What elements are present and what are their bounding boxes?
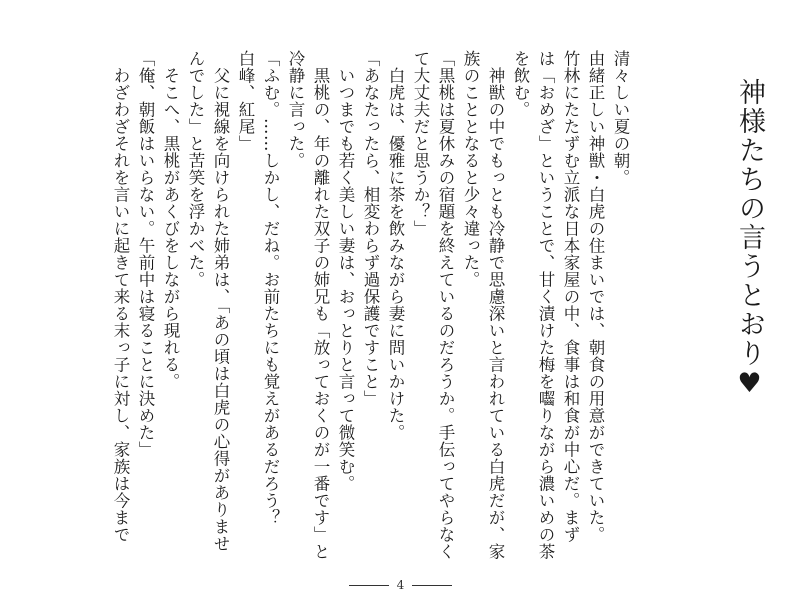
text-line: いつまでも若く美しい妻は、おっとりと言って微笑む。 bbox=[336, 50, 355, 492]
text-line: 白虎は、優雅に茶を飲みながら妻に問いかけた。 bbox=[386, 50, 405, 441]
text-line: 清々しい夏の朝。 bbox=[611, 50, 630, 186]
text-line: 由緒正しい神獣・白虎の住まいでは、朝食の用意ができていた。 bbox=[586, 50, 605, 543]
text-line: 族のこととなると少々違った。 bbox=[461, 50, 480, 288]
text-line: 冷静に言った。 bbox=[286, 50, 305, 169]
text-line: そこへ、黒桃があくびをしながら現れる。 bbox=[161, 50, 180, 390]
text-line: 「ふむ。……しかし、だね。お前たちにも覚えがあるだろう？ bbox=[261, 50, 280, 526]
text-line: 神獣の中でもっとも冷静で思慮深いと言われている白虎だが、家 bbox=[486, 50, 505, 560]
text-line: を飲む。 bbox=[511, 50, 530, 118]
page-folio bbox=[0, 578, 801, 592]
folio-rule-right bbox=[412, 585, 452, 586]
text-line: んでした」と苦笑を浮かべた。 bbox=[186, 50, 205, 288]
folio-rule-left bbox=[349, 585, 389, 586]
text-line: は「おめざ」ということで、甘く漬けた梅を囓りながら濃いめの茶 bbox=[536, 50, 555, 560]
text-line: 「黒桃は夏休みの宿題を終えているのだろうか。手伝ってやらなく bbox=[436, 50, 455, 560]
chapter-title: 神様たちの言うとおり♥ bbox=[734, 78, 765, 401]
text-line: 「俺、朝飯はいらない。午前中は寝ることに決めた」 bbox=[136, 50, 155, 458]
text-line: 父に視線を向けられた姉弟は、「あの頃は白虎の心得がありませ bbox=[211, 50, 230, 552]
text-line: 白峰、紅尾」 bbox=[236, 50, 255, 152]
text-line: わざわざそれを言いに起きて来る末っ子に対し、家族は今まで bbox=[111, 50, 130, 543]
text-line: 「あなたったら、相変わらず過保護ですこと」 bbox=[361, 50, 380, 407]
page-number: 4 bbox=[396, 578, 405, 592]
text-line: て大丈夫だと思うか？」 bbox=[411, 50, 430, 237]
body-text bbox=[108, 50, 633, 560]
text-line: 黒桃の、年の離れた双子の姉兄も「放っておくのが一番です」と bbox=[311, 50, 330, 560]
text-line: 竹林にたたずむ立派な日本家屋の中、食事は和食が中心だ。まず bbox=[561, 50, 580, 543]
